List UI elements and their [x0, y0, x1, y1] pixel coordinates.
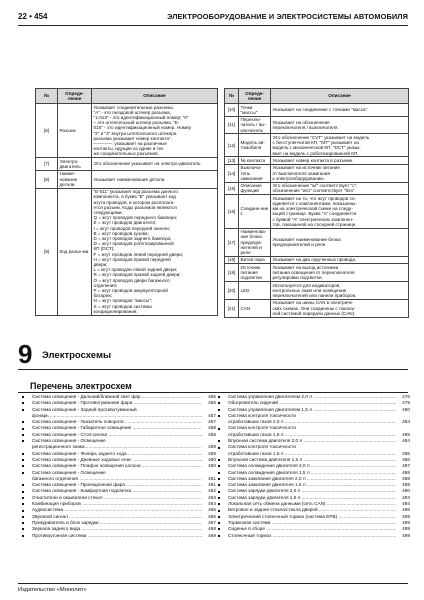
toc-entry-title: Система освещения - Освещение [32, 469, 106, 475]
row-definition: Источник питания подсветки [239, 264, 271, 282]
table-row [225, 228, 409, 256]
bullet-icon [218, 528, 220, 530]
bullet-icon [218, 503, 220, 505]
toc-entry-page: 499 [402, 519, 410, 525]
row-number: [14] [225, 164, 239, 182]
toc-entry-title: Аудиосистема ..... [32, 507, 202, 513]
bullet-icon [22, 522, 24, 524]
bullet-icon [22, 472, 24, 474]
row-definition: Модель ав-томобиля [239, 134, 271, 157]
toc-entry-title: Тормозная система ..... [228, 520, 396, 526]
toc-entry-page: 479 [402, 400, 410, 406]
row-number: [19] [225, 264, 239, 282]
row-definition: LED [239, 281, 271, 299]
toc-entry-title: Система контроля токсичности [228, 425, 296, 431]
toc-entry [22, 533, 216, 539]
bullet-icon [22, 484, 24, 486]
page-number: 22 • 454 [18, 12, 48, 21]
toc-entry-title: Система зарядки двигателя 1,5 л ..... [228, 495, 396, 501]
row-description: Указывает на два скрученных провода. [271, 256, 409, 263]
row-description: Используется для индикаторов, контрольных ламп или освещения переключателей или панели приборов. [271, 281, 409, 299]
toc-entry-title: Система охлаждения двигателя 2,0 л ..... [228, 463, 396, 469]
toc-entry-title: Система охлаждения двигателя 1,5 л ..... [228, 470, 396, 476]
table-row [225, 264, 409, 282]
row-description: Это обозначение указывает на электро-двигатель. [92, 158, 218, 171]
column-header-num: № [225, 89, 239, 104]
toc-entry-title: Звуковой сигнал ..... [32, 514, 202, 520]
row-number: [11] [225, 116, 239, 134]
table-row [225, 116, 409, 134]
bullet-icon [218, 409, 220, 411]
page-footer [18, 583, 408, 593]
toc-entry-title: отработавших газов 2,0 л ..... [228, 419, 396, 425]
toc-entry-page: 490 [402, 488, 410, 494]
table-row [225, 299, 409, 317]
toc-entry-page: 489 [402, 482, 410, 488]
row-definition: Наименова-ние блока предохра-нителей и реле [239, 228, 271, 256]
bullet-icon [218, 447, 220, 449]
row-definition: Наиме-нование детали [58, 170, 92, 188]
row-description: Указывает на шины CAN в электриче- ских схемах. Они соединены с локаль- ной системой передачи данных (CAN). [271, 299, 409, 317]
toc-entry-page: 465 [208, 507, 216, 513]
toc-entry-title: Сиденье в сборе ..... [228, 526, 396, 532]
toc-column-right [218, 394, 410, 539]
toc-entry-page: 455 [208, 394, 216, 399]
toc-entry-page: 462 [208, 488, 216, 494]
table-row [225, 182, 409, 195]
toc-entry-page: 485 [402, 431, 410, 437]
toc-entry-page: 476 [402, 394, 410, 399]
row-description: Указывает на соединение с точками "масса". [271, 104, 409, 117]
row-definition: Переклю-чатель / вы-ключатель [239, 116, 271, 134]
subsection-rule [18, 392, 408, 393]
bullet-icon [218, 522, 220, 524]
bullet-icon [218, 459, 220, 461]
toc-entry-page: 461 [208, 482, 216, 488]
toc-entry-page: 484 [402, 419, 410, 425]
toc-entry-page: 457 [208, 419, 216, 425]
toc-entry-page: 464 [208, 501, 216, 507]
toc-entry-title: Ветровое и заднее стекла/стекла дверей ..... [228, 507, 396, 513]
bullet-icon [22, 434, 24, 436]
bullet-icon [22, 396, 24, 398]
toc-entry-title: Система освещения - Комфортная подсветка ..... [32, 488, 202, 494]
toc-entry-title: регистрационного знака ..... [32, 444, 202, 450]
subsection-title: Перечень электросхем [30, 381, 132, 391]
toc-entry-title: Система освещения - Проекционная фара ..... [32, 482, 202, 488]
row-definition: № контакта [239, 157, 271, 164]
toc-entry-title: Система освещения - Габаритное освещение ..... [32, 425, 202, 431]
toc-entry-page: 457 [208, 412, 216, 418]
toc-entry-page: 496 [402, 507, 410, 513]
column-header-desc: Описание [92, 89, 218, 104]
toc-entry-title: Очистители и омыватели стекол ..... [32, 495, 202, 501]
row-number: [8] [36, 170, 58, 188]
bullet-icon [22, 428, 24, 430]
row-description: Это обозначение "w/" соответствует "с"; обозначение "w/o" соответствует "без". [271, 182, 409, 195]
toc-entry-page: 499 [402, 532, 410, 538]
row-number: [13] [225, 157, 239, 164]
bullet-icon [22, 535, 24, 537]
bullet-icon [218, 478, 220, 480]
table-row [225, 281, 409, 299]
column-header-name: Опреде-ление [239, 89, 271, 104]
row-definition: Витая пара [239, 256, 271, 263]
row-description: Это обозначение "CVT" указывает на модель с бесступенчатой КП, "МТ" указывает на модель с механической КП, "DCT" указы- вает на модель с роботизированной КП. [271, 134, 409, 157]
bullet-icon [22, 516, 24, 518]
toc-entry-page: 459 [208, 450, 216, 456]
definitions-table-left [35, 88, 218, 316]
row-definition: Точки "массы" [239, 104, 271, 117]
table-row [36, 188, 218, 315]
toc-entry-title: Система освещения - Стоп-сигнал ..... [32, 432, 202, 438]
bullet-icon [22, 528, 24, 530]
bullet-icon [218, 415, 220, 417]
column-header-num: № [36, 89, 58, 104]
row-number: [21] [225, 299, 239, 317]
toc-entry-title: Система освещения - Дневные ходовые огни ..... [32, 457, 202, 463]
table-row [225, 157, 409, 164]
row-description: "Е-011" указывает код разъема данного компонента, а буква "Е" указывает код жгута проводов, в котором располага- ется разъем. Коды разъемов являются следующими: Q = жгут проводов переднего бампера; E = жгут проводов двигателя; I = жгут проводов передней панели; B = жгут проводов кузова; D = жгут проводов заднего бампера; D = жгут проводов роботизированной КП (DCT); F = жгут проводов левой передней двери; H = жгут проводов правой передней двери; L = жгут проводов левой задней двери; R = жгут проводов правой задней двери; O = жгут проводов двери багажного отделения; P = жгут проводов аккумуляторной батареи; N = жгут проводов "массы"; S = жгут проводов системы кондиционирования. [92, 188, 218, 315]
toc-entry-page: 486 [402, 456, 410, 462]
toc-entry [218, 533, 410, 539]
bullet-icon [22, 491, 24, 493]
table-row [225, 134, 409, 157]
table-row [36, 158, 218, 171]
table-row [225, 256, 409, 263]
toc-entry-page: 487 [402, 463, 410, 469]
row-definition: Соедине-ние с [239, 195, 271, 228]
row-definition: Выключа-тель зажигания [239, 164, 271, 182]
bullet-icon [218, 440, 220, 442]
toc-entry-title: отработавших газов 1,5 л ..... [228, 451, 396, 457]
bullet-icon [218, 402, 220, 404]
bullet-icon [218, 516, 220, 518]
bullet-icon [218, 472, 220, 474]
toc-entry-title: Обогреватель сидений ..... [228, 400, 396, 406]
row-definition: Разъем [58, 104, 92, 158]
toc-entry-page: 480 [402, 406, 410, 412]
toc-entry-title: Локальная сеть обмена данными (сеть CAN) ..... [228, 501, 396, 507]
toc-entry-page: 484 [402, 438, 410, 444]
bullet-icon [22, 510, 24, 512]
bullet-icon [218, 535, 220, 537]
toc-entry-page: 493 [402, 494, 410, 500]
toc-entry-title: Система освещения - Указатель поворота ..... [32, 419, 202, 425]
toc-entry-page: 469 [208, 532, 216, 538]
toc-entry-title: Комбинация приборов ..... [32, 501, 202, 507]
publisher: Издательство «Монолит» [18, 587, 87, 593]
row-number: [20] [225, 281, 239, 299]
section-heading [18, 339, 408, 371]
table-row [225, 104, 409, 117]
toc-entry-title: Система освещения - Плафон освещения салона ..... [32, 463, 202, 469]
bullet-icon [22, 421, 24, 423]
toc-entry-title: Система контроля токсичности [228, 444, 296, 450]
toc-entry-title: Система зажигания двигателя 1,5 л ..... [228, 482, 396, 488]
toc-entry-page: 460 [208, 463, 216, 469]
section-number: 9 [18, 339, 33, 369]
table-row [36, 170, 218, 188]
toc-entry-title: Система зажигания двигателя 2,0 л ..... [228, 476, 396, 482]
row-definition: Код разъе-ма [58, 188, 92, 315]
toc-entry-page: 466 [208, 513, 216, 519]
bullet-icon [218, 510, 220, 512]
toc-entry-title: Система контроля токсичности [228, 412, 296, 418]
toc-entry-page: 461 [208, 475, 216, 481]
toc-entry-title: Система освещения - Освещение [32, 438, 106, 444]
bullet-icon [218, 396, 220, 398]
section-rule [18, 369, 408, 370]
row-description: Указывает на обозначение переключателя / выключателя. [271, 116, 409, 134]
toc-entry-page: 458 [208, 431, 216, 437]
toc-entry-title: Система освещения - Задний противотуманный [32, 406, 137, 412]
bullet-icon [22, 459, 24, 461]
toc-entry-title: Противоугонная система ..... [32, 533, 202, 539]
bullet-icon [22, 440, 24, 442]
toc-entry-title: Система освещения - Противотуманная фара ..... [32, 400, 202, 406]
toc-entry-page: 499 [402, 526, 410, 532]
table-row [36, 104, 218, 158]
column-header-name: Опреде-ление [58, 89, 92, 104]
bullet-icon [22, 409, 24, 411]
toc-entry-page: 460 [208, 456, 216, 462]
toc-entry-page: 498 [402, 513, 410, 519]
page-header [18, 12, 408, 26]
row-number: [17] [225, 228, 239, 256]
table-header-row [225, 89, 409, 104]
table-row [225, 195, 409, 228]
toc-entry-title: фонарь ..... [32, 413, 202, 419]
toc-entry-title: Впускная система двигателя 2,0 л ..... [228, 438, 396, 444]
row-description: Указывает на то, что жгут проводов со- единяется с компонентами, показанны- ми на электрической схеме на следу- ющей странице. Буква "А" соединяется с буквой "А" электрических компонен- тов, показанной на соседней странице. [271, 195, 409, 228]
bullet-icon [218, 497, 220, 499]
bullet-icon [22, 497, 24, 499]
row-number: [10] [225, 104, 239, 117]
row-number: [15] [225, 182, 239, 195]
chapter-title: ЭЛЕКТРООБОРУДОВАНИЕ И ЭЛЕКТРОСИСТЕМЫ АВТОМОБИЛЯ [167, 12, 408, 21]
toc-column-left [22, 394, 216, 539]
row-description: Указывает наименование детали. [92, 170, 218, 188]
toc-entry-title: Прикуриватель и блок зарядки ..... [32, 520, 202, 526]
row-description: Указывает наименование блока предохранителей и реле. [271, 228, 409, 256]
bullet-icon [218, 484, 220, 486]
row-definition: Описание функций [239, 182, 271, 195]
toc-entry-page: 485 [402, 450, 410, 456]
toc-entry-title: багажного отделения ..... [32, 476, 202, 482]
toc-entry-page: 463 [208, 494, 216, 500]
toc-entry-title: Система освещения - Дальний/ближний свет фар ..... [32, 394, 202, 400]
bullet-icon [22, 465, 24, 467]
row-description: Указывает номер контакта в разъеме. [271, 157, 409, 164]
toc-entry-page: 494 [402, 501, 410, 507]
row-description: Указывает на источник питания от выключателя зажигания к электрооборудованию. [271, 164, 409, 182]
row-number: [9] [36, 188, 58, 315]
toc-entry-title: отработавших газов 1,5 л ..... [228, 432, 396, 438]
toc-entry-title: Система управления двигателем 1,5 л ..... [228, 407, 396, 413]
row-description: Указывает на выход источника питания освещения от переключателя регулировки подсветки. [271, 264, 409, 282]
row-number: [18] [225, 256, 239, 263]
toc-entry-page: 488 [402, 475, 410, 481]
toc-entry-title: Впускная система двигателя 1,5 л ..... [228, 457, 396, 463]
toc-entry-page: 488 [402, 469, 410, 475]
toc-entry-title: Система управления двигателем 2,0 л ..... [228, 394, 396, 400]
toc-entry-title: Система освещения - Фонарь заднего хода ..... [32, 451, 202, 457]
toc-entry-page: 468 [208, 526, 216, 532]
row-definition: CAN [239, 299, 271, 317]
toc-entry-title: Стояночный тормоз ..... [228, 533, 396, 539]
bullet-icon [218, 428, 220, 430]
definitions-table-right [224, 88, 409, 318]
table-row [225, 164, 409, 182]
toc-entry-page: 458 [208, 425, 216, 431]
toc-entry-title: Система зарядки двигателя 2,0 л ..... [228, 488, 396, 494]
row-number: [7] [36, 158, 58, 171]
toc-entry-title: Электрический стояночный тормоз (система EPB) ..... [228, 514, 396, 520]
toc-entry-page: 467 [208, 519, 216, 525]
table-header-row [36, 89, 218, 104]
toc-entry-page: 456 [208, 400, 216, 406]
row-number: [6] [36, 104, 58, 158]
bullet-icon [218, 465, 220, 467]
row-description: Указывает соединительные разъемы. "А" - это гнездовой штекер разъема, "1-013" - это идентификационный номер; "0" – это штепсельный штекер разъема, "Е- 010" - это идентификационный номер. Номер "2" и "3" внутри штепсельного штекера разъема указывает номер контакта". ------------: указывает на различные контакты, идущие из одних и тех же соединительных разъемов. [92, 104, 218, 158]
toc-entry-page: 459 [208, 444, 216, 450]
column-header-desc: Описание [271, 89, 409, 104]
toc-entry-title: Зеркала заднего вида ..... [32, 526, 202, 532]
row-number: [12] [225, 134, 239, 157]
bullet-icon [218, 491, 220, 493]
bullet-icon [22, 453, 24, 455]
section-title: Электросхемы [42, 350, 112, 361]
bullet-icon [22, 503, 24, 505]
row-definition: Электро-двигатель [58, 158, 92, 171]
bullet-icon [22, 402, 24, 404]
row-number: [16] [225, 195, 239, 228]
